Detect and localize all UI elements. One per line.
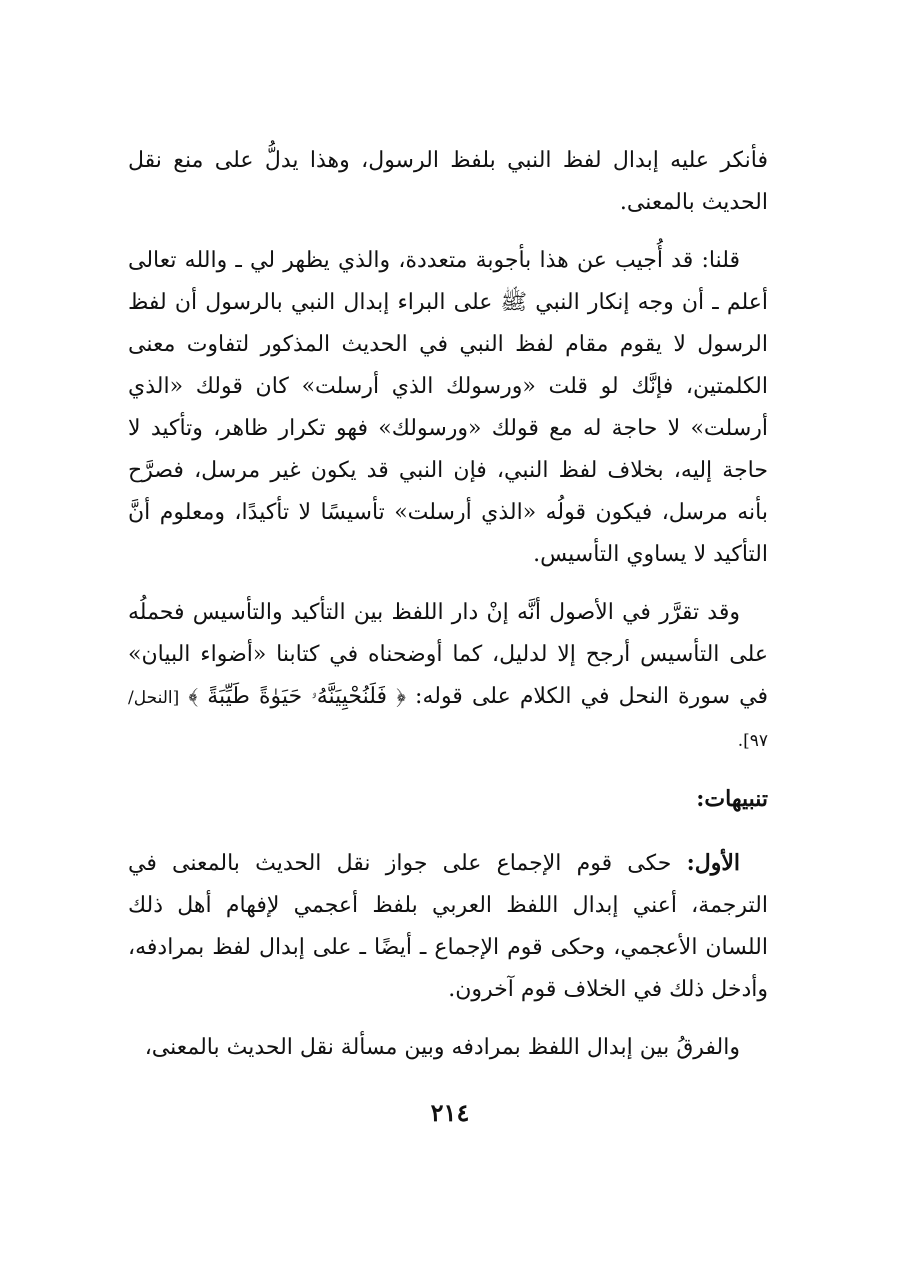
quran-reference: [النحل/ ٩٧]. [128,688,768,751]
page-body [128,140,768,1085]
section-heading: تنبيهات: [696,786,768,812]
paragraph-2: قلنا: قد أُجيب عن هذا بأجوبة متعددة، والذي يظهر لي ـ والله تعالى أعلم ـ أن وجه إنكار النبي ﷺ على البراء إبدال النبي بالرسول أن لفظ الرسول لا يقوم مقام لفظ النبي في الحديث المذكور لتفاوت معنى الكلمتين، فإنَّك لو قلت «ورسولك الذي أرسلت» كان قولك «الذي أرسلت» لا حاجة له مع قولك «ورسولك» فهو تكرار ظاهر، وتأكيد لا حاجة إليه، بخلاف لفظ النبي، فإن النبي قد يكون غير مرسل، فصرَّح بأنه مرسل، فيكون قولُه «الذي أرسلت» تأسيسًا لا تأكيدًا، ومعلوم أنَّ التأكيد لا يساوي التأسيس. [128,248,768,567]
paragraph-3-text: وقد تقرَّر في الأصول أنَّه إنْ دار اللفظ بين التأكيد والتأسيس فحملُه على التأسيس أرجح إلا لدليل، كما أوضحناه في كتابنا «أضواء البيان» في سورة النحل في الكلام على قوله: ﴿ فَلَنُحْيِيَنَّهُۥ حَيَوٰةً طَيِّبَةً ﴾ [128,600,768,709]
paragraph-4-text: حكى قوم الإجماع على جواز نقل الحديث بالمعنى في الترجمة، أعني إبدال اللفظ العربي بلفظ أعجمي لإفهام أهل ذلك اللسان الأعجمي، وحكى قوم الإجماع ـ أيضًا ـ على إبدال لفظ بمرادفه، وأدخل ذلك في الخلاف قوم آخرون. [128,851,768,1002]
paragraph-5: والفرقُ بين إبدال اللفظ بمرادفه وبين مسألة نقل الحديث بالمعنى، [144,1035,740,1060]
paragraph-4-lead: الأول: [686,850,741,876]
paragraph-4 [128,842,768,1011]
page-number: ٢١٤ [430,1098,470,1127]
paragraph-3 [128,592,768,762]
paragraph-1: فأنكر عليه إبدال لفظ النبي بلفظ الرسول، وهذا يدلُّ على منع نقل الحديث بالمعنى. [128,148,768,215]
